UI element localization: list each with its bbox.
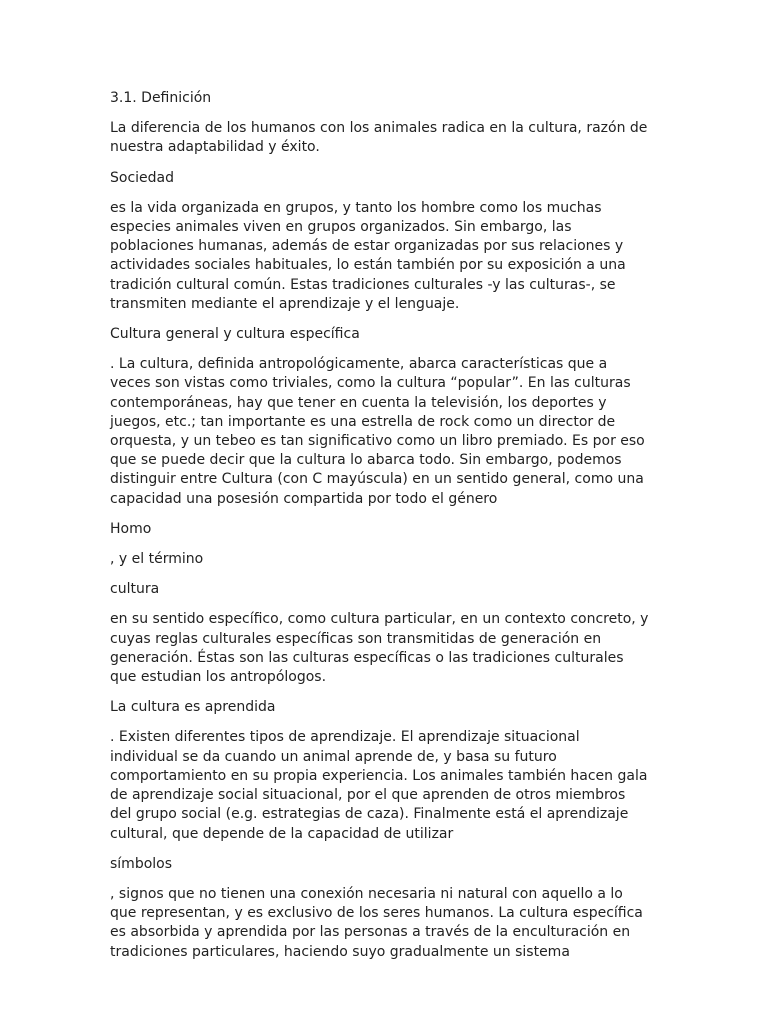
simbolos-paragraph: , signos que no tienen una conexión necesaria ni natural con aquello a lo que representan, y es exclusivo de los seres humanos. La cultura específica es absorbida y aprendida por las personas a través de la enculturación en tradiciones particulares, haciendo suyo gradualmente un sistema xyxy=(110,885,643,960)
term-cultura: cultura xyxy=(110,581,160,598)
aprendizaje-paragraph: . Existen diferentes tipos de aprendizaje. El aprendizaje situacional individual se da cuando un animal aprende de, y basa su futuro comportamiento en su propia experiencia. Los animales también hacen gala de aprendizaje social situacional, por el que aprenden de otros miembros del grupo social (e.g. estrategias de caza). Finalmente está el aprendizaje cultural, que depende de la capacidad de utilizar xyxy=(110,729,648,842)
sociedad-paragraph: es la vida organizada en grupos, y tanto los hombre como los muchas especies animales viven en grupos organizados. Sin embargo, las poblaciones humanas, además de estar organizadas por sus relaciones y actividades sociales habituales, lo están también por su exposición a una tradición cultural común. Estas tradiciones culturales -y las culturas-, se transmiten mediante el aprendizaje y el lenguaje. xyxy=(110,199,626,312)
cultura-especifica-paragraph: en su sentido específico, como cultura particular, en un contexto concreto, y cuyas reglas culturales específicas son transmitidas de generación en generación. Éstas son las culturas específicas o las tradiciones culturales que estudian los antropólogos. xyxy=(110,611,649,686)
fragment-termino: , y el término xyxy=(110,551,204,568)
term-homo: Homo xyxy=(110,520,152,537)
cultura-paragraph: . La cultura, definida antropológicamente, abarca características que a veces son vistas como triviales, como la cultura “popular”. En las culturas contemporáneas, hay que tener en cuenta la televisión, los deportes y juegos, etc.; tan importante es una estrella de rock como un director de orquesta, y un tebeo es tan significativo como un libro premiado. Es por eso que se puede decir que la cultura lo abarca todo. Sin embargo, podemos distinguir entre Cultura (con C mayúscula) en un sentido general, como una capacidad una posesión compartida por todo el género xyxy=(110,356,645,507)
term-cultura-aprendida: La cultura es aprendida xyxy=(110,699,276,716)
section-heading: 3.1. Definición xyxy=(110,90,212,106)
intro-paragraph: La diferencia de los humanos con los animales radica en la cultura, razón de nuestra adaptabilidad y éxito. xyxy=(110,120,648,156)
document-page xyxy=(110,89,662,973)
term-cultura-general-especifica: Cultura general y cultura específica xyxy=(110,326,360,343)
term-simbolos: símbolos xyxy=(110,855,173,872)
term-sociedad: Sociedad xyxy=(110,169,175,186)
